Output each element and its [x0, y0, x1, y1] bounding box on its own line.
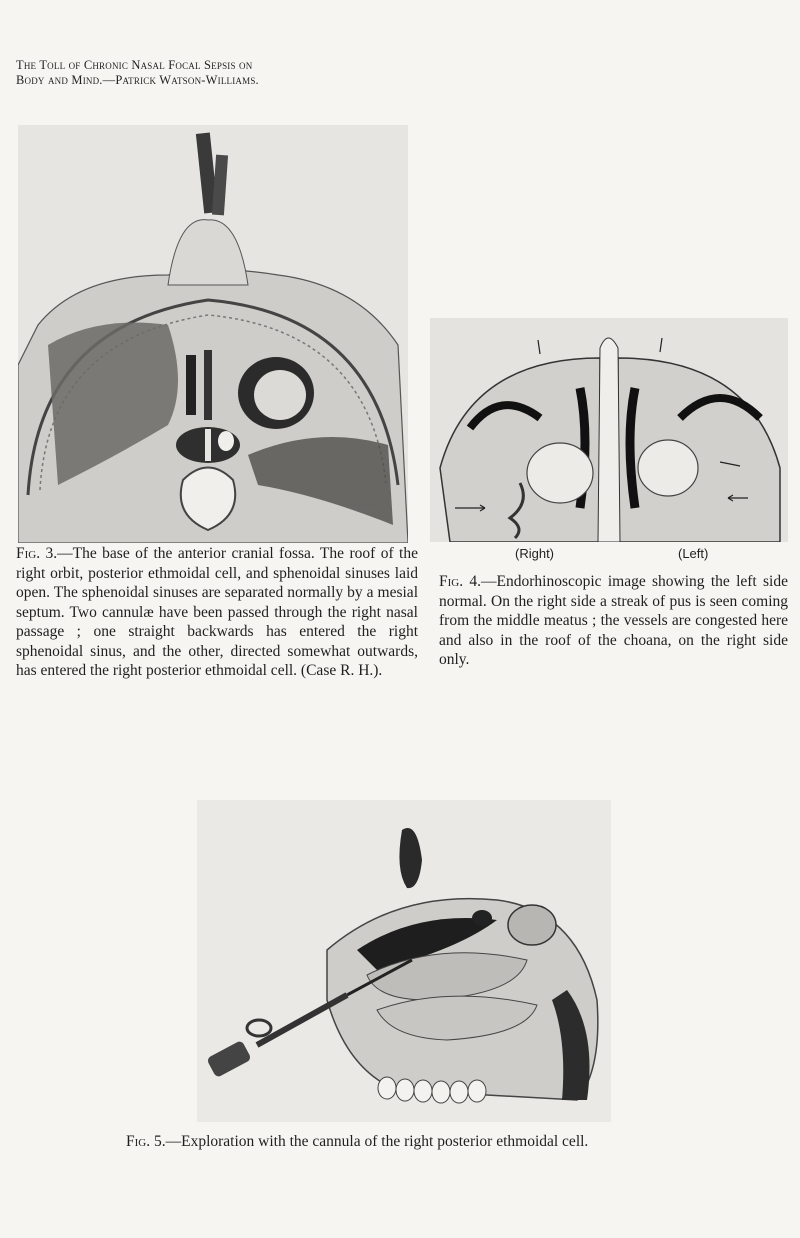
artist-signature: —C.R.SCHWEIN: [340, 502, 375, 507]
figure-5-text: —Exploration with the cannula of the right posterior ethmoidal cell.: [165, 1133, 589, 1150]
figure-5-label: Fig. 5.: [126, 1133, 166, 1150]
figure-3-caption: [16, 544, 418, 681]
figure-5-illustration: [197, 800, 611, 1122]
figure-5-drawing: [197, 800, 611, 1122]
figure-4-caption: [439, 572, 788, 670]
figure-3-illustration: [18, 125, 408, 543]
running-header: [16, 58, 259, 88]
header-line-2: Body and Mind.—Patrick Watson-Williams.: [16, 73, 259, 87]
figure-4-text: —Endorhinoscopic image showing the left side normal. On the right side a streak of pus is seen coming from the middle meatus ; the vessels are congested here and also in the roof of the choana, on the right side only.: [439, 573, 788, 668]
figure-4-drawing: [430, 318, 788, 542]
figure-4-label: Fig. 4.: [439, 573, 482, 590]
figure-5-caption: [126, 1132, 686, 1152]
header-line-1: The Toll of Chronic Nasal Focal Sepsis on: [16, 58, 253, 72]
figure-4-label-right: (Right): [515, 546, 555, 561]
figure-3-label: Fig. 3.: [16, 545, 58, 562]
figure-3-text: —The base of the anterior cranial fossa. The roof of the right orbit, posterior ethmoidal cell, and sphenoidal sinuses laid open. The sphenoidal sinuses are separated normally by a mesial septum. Two cannulæ have been passed through the right nasal passage ; one straight backwards has entered the right sphenoidal sinus, and the other, directed somewhat outwards, has entered the right posterior ethmoidal cell. (Case R. H.).: [16, 545, 418, 679]
figure-4-label-left: (Left): [678, 546, 709, 561]
figure-4-illustration: [430, 318, 788, 542]
figure-3-drawing: [18, 125, 408, 543]
